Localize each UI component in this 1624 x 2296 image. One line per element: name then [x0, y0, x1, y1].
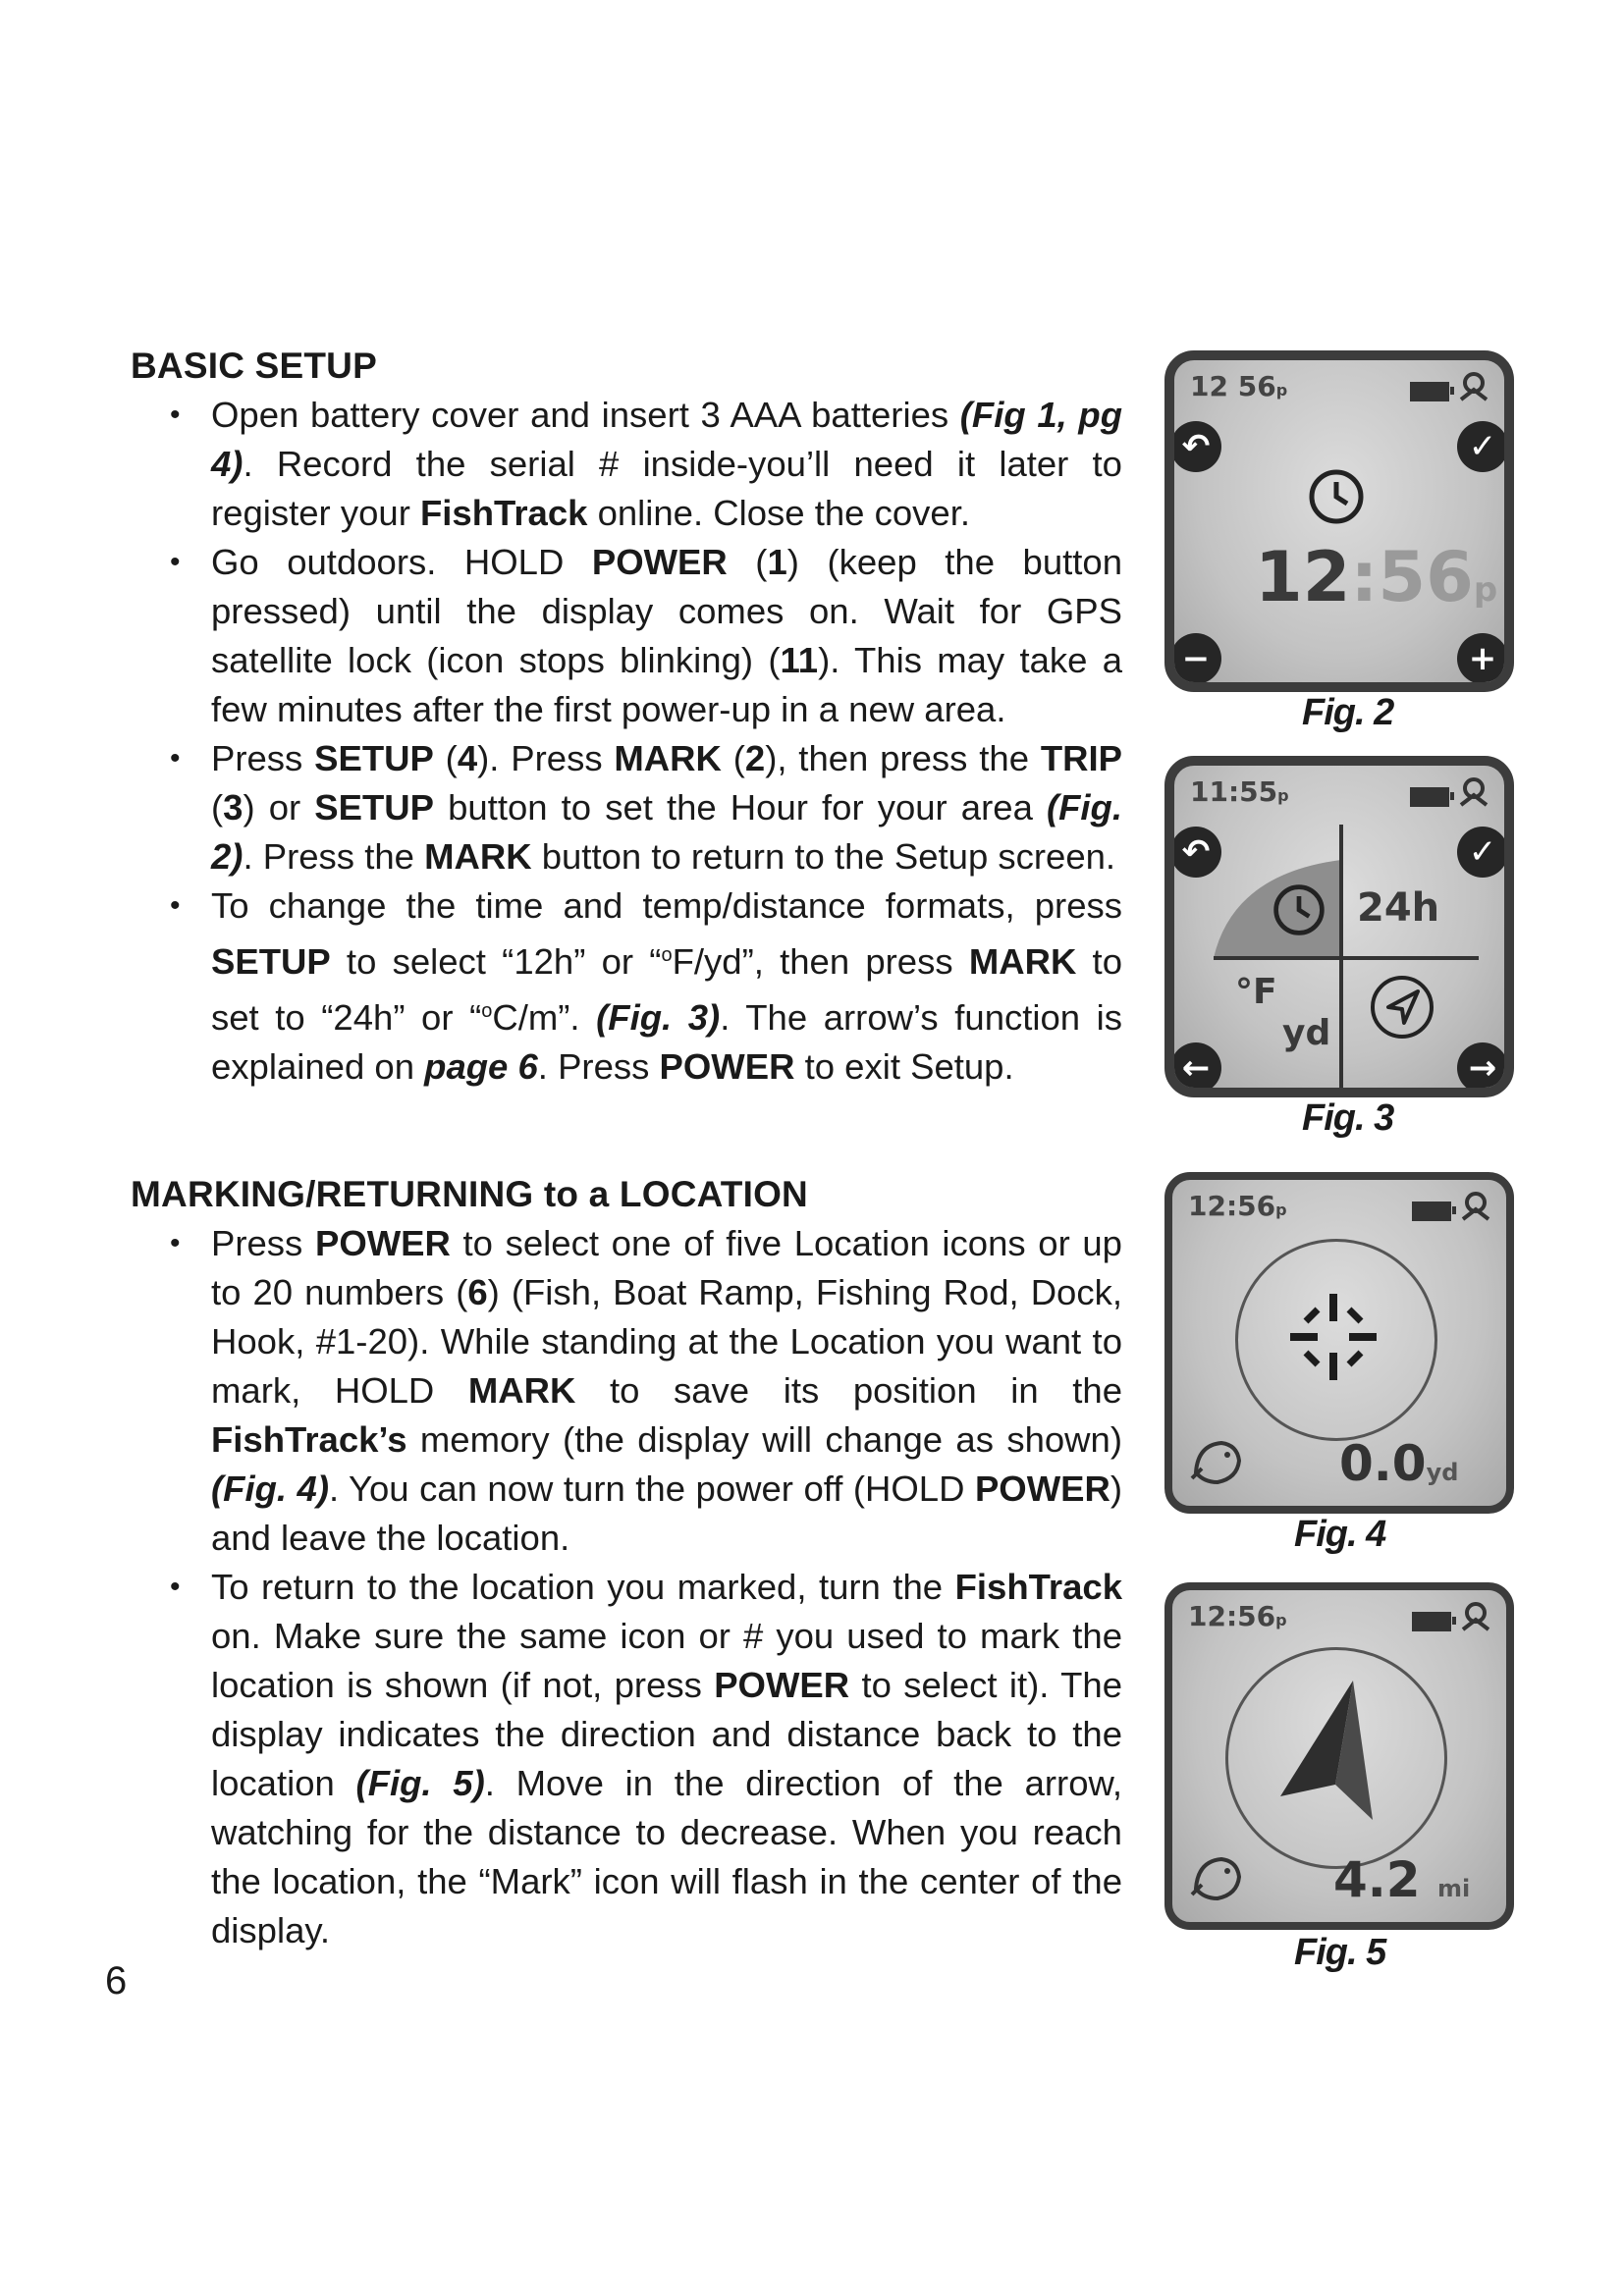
basic-setup-heading: BASIC SETUP [131, 346, 377, 386]
satellite-icon [1457, 1598, 1494, 1635]
back-icon: ↶ [1170, 827, 1221, 878]
battery-icon [1412, 1201, 1451, 1221]
device-screen-fig4 [1164, 1172, 1514, 1514]
list-item: • To change the time and temp/distance formats, press SETUP to select “12h” or “$^o$F/yd”, then press MARK to set to “24h” or “$^o$C/m”. (Fig. 3). The arrow’s function is explained on page 6. Press POWER to exit Setup. [131, 881, 1122, 1092]
figure-3 [1164, 756, 1514, 1139]
unit-top: °F [1235, 972, 1277, 1012]
list-item: • Press POWER to select one of five Location icons or up to 20 numbers (6) (Fish, Boat Ramp, Fishing Rod, Dock, Hook, #1-20). While standing at the Location you want to mark, HOLD MARK to save its position in the FishTrack’s memory (the display will change as shown) (Fig. 4). You can now turn the power off (HOLD POWER) and leave the location. [131, 1219, 1122, 1563]
status-time: 12:56p [1188, 1600, 1287, 1632]
satellite-icon [1455, 368, 1492, 405]
clock-icon [1271, 881, 1327, 938]
list-item: • To return to the location you marked, turn the FishTrack on. Make sure the same icon or # you used to mark the location is shown (if not, press POWER to select it). The display indicates the direction and distance back to the location (Fig. 5). Move in the direction of the arrow, watching for the distance to decrease. When you reach the location, the “Mark” icon will flash in the center of the display. [131, 1563, 1122, 1955]
figure-caption: Fig. 4 [1294, 1514, 1386, 1555]
navigation-arrow-icon [1367, 972, 1437, 1042]
basic-setup-list [131, 391, 1122, 1092]
hour-format: 24h [1357, 885, 1440, 931]
minus-icon: − [1170, 633, 1221, 684]
figure-5 [1164, 1582, 1514, 1973]
page-number: 6 [105, 1959, 128, 2002]
battery-icon [1410, 382, 1449, 401]
clock-icon [1306, 466, 1367, 527]
back-icon: ↶ [1170, 421, 1221, 472]
plus-icon: + [1457, 633, 1508, 684]
device-screen-fig3 [1164, 756, 1514, 1097]
marking-heading: MARKING/RETURNING to a LOCATION [131, 1174, 808, 1214]
figure-caption: Fig. 2 [1302, 692, 1394, 733]
mark-crosshair-icon [1284, 1288, 1382, 1386]
right-arrow-icon: → [1457, 1042, 1508, 1094]
status-time: 12:56p [1188, 1190, 1287, 1222]
direction-arrow-icon [1225, 1647, 1441, 1863]
list-item: • Press SETUP (4). Press MARK (2), then press the TRIP (3) or SETUP button to set the Hour for your area (Fig. 2). Press the MARK button to return to the Setup screen. [131, 734, 1122, 881]
check-icon: ✓ [1457, 827, 1508, 878]
list-item: • Go outdoors. HOLD POWER (1) (keep the button pressed) until the display comes on. Wait for GPS satellite lock (icon stops blinking) (11). This may take a few minutes after the first power-up in a new area. [131, 538, 1122, 734]
status-time: 12 56p [1190, 370, 1288, 402]
check-icon: ✓ [1457, 421, 1508, 472]
marking-list [131, 1219, 1122, 1955]
status-time: 11:55p [1190, 775, 1289, 808]
device-screen-fig2 [1164, 350, 1514, 692]
main-clock: 12:56p [1255, 537, 1498, 617]
fish-icon [1188, 1849, 1245, 1906]
battery-icon [1412, 1612, 1451, 1631]
distance-readout: 4.2 mi [1333, 1851, 1471, 1908]
fish-icon [1188, 1433, 1245, 1490]
figure-caption: Fig. 3 [1302, 1097, 1394, 1139]
figure-2 [1164, 350, 1514, 733]
satellite-icon [1457, 1188, 1494, 1225]
left-arrow-icon: ← [1170, 1042, 1221, 1094]
figure-4 [1164, 1172, 1514, 1555]
list-item: • Open battery cover and insert 3 AAA batteries (Fig 1, pg 4). Record the serial # inside-you’ll need it later to register your FishTrack online. Close the cover. [131, 391, 1122, 538]
device-screen-fig5 [1164, 1582, 1514, 1930]
figure-caption: Fig. 5 [1294, 1932, 1386, 1973]
unit-bottom: yd [1282, 1013, 1331, 1053]
distance-readout: 0.0yd [1339, 1435, 1459, 1492]
quadrant-grid [1174, 766, 1504, 1088]
